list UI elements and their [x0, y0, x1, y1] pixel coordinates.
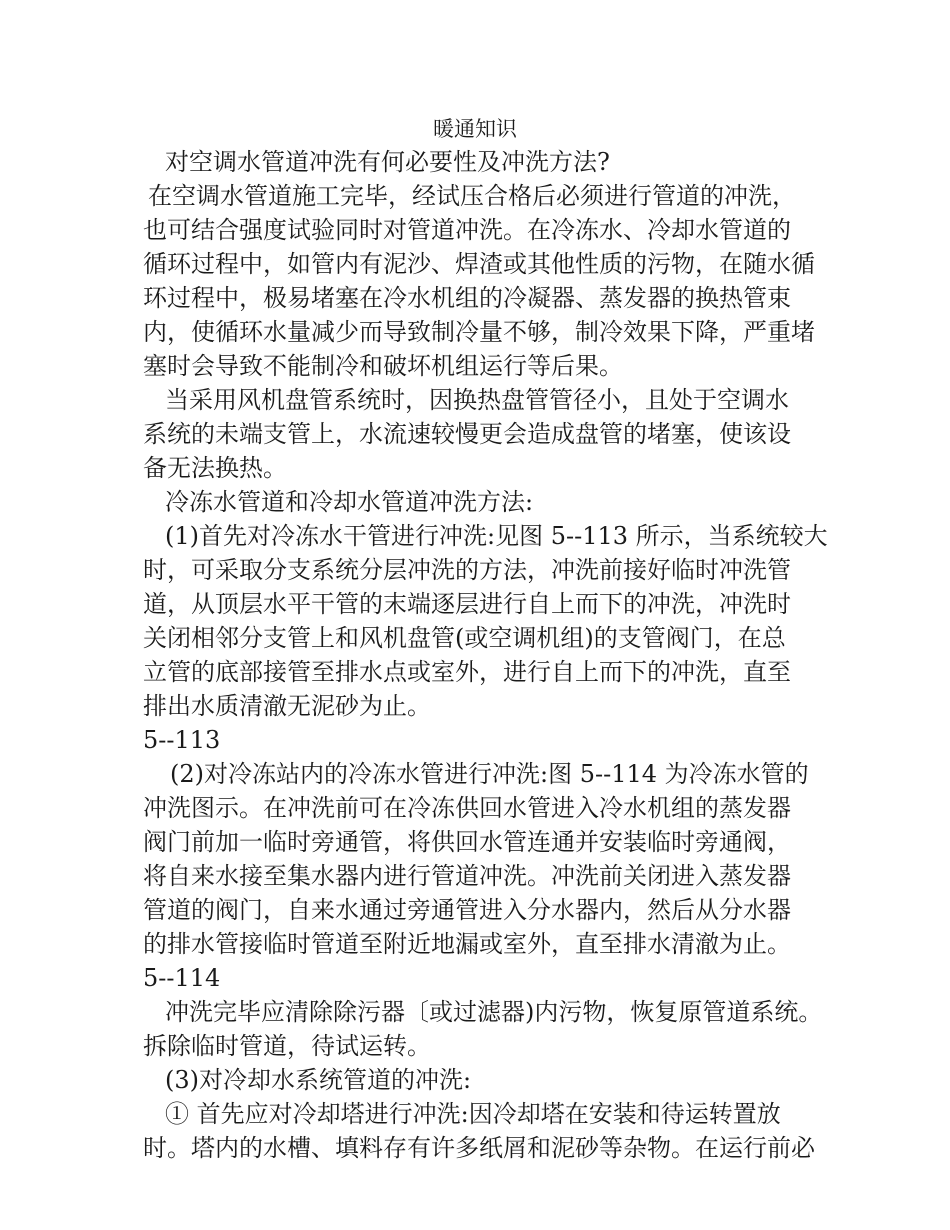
- figure-label: 5--114: [143, 964, 221, 992]
- paragraph-line: 管道的阀门，自来水通过旁通管进入分水器内，然后从分水器: [143, 896, 791, 924]
- paragraph-line: ① 首先应对冷却塔进行冲洗:因冷却塔在安装和待运转置放: [165, 1100, 781, 1128]
- paragraph-line: 在空调水管道施工完毕，经试压合格后必须进行管道的冲洗，: [148, 182, 796, 210]
- paragraph-line: 道，从顶层水平干管的末端逐层进行自上而下的冲洗，冲洗时: [143, 590, 791, 618]
- paragraph-line: 当采用风机盘管系统时，因换热盘管管径小，且处于空调水: [165, 386, 789, 414]
- paragraph-line: 冲洗完毕应清除除污器〔或过滤器)内污物，恢复原管道系统。: [165, 998, 823, 1026]
- paragraph-line: 拆除临时管道，待试运转。: [143, 1032, 431, 1060]
- section-heading: 冷冻水管道和冷却水管道冲洗方法:: [165, 488, 534, 516]
- paragraph-line: 时，可采取分支系统分层冲洗的方法，冲洗前接好临时冲洗管: [143, 556, 791, 584]
- paragraph-line: 立管的底部接管至排水点或室外，进行自上而下的冲洗，直至: [143, 658, 791, 686]
- paragraph-line: (1)首先对冷冻水干管进行冲洗:见图 5--113 所示，当系统较大: [165, 522, 828, 550]
- paragraph-line: 环过程中，极易堵塞在冷水机组的冷凝器、蒸发器的换热管束: [143, 284, 791, 312]
- paragraph-line: 循环过程中，如管内有泥沙、焊渣或其他性质的污物，在随水循: [143, 250, 815, 278]
- paragraph-line: 将自来水接至集水器内进行管道冲洗。冲洗前关闭进入蒸发器: [143, 862, 791, 890]
- paragraph-line: 关闭相邻分支管上和风机盘管(或空调机组)的支管阀门，在总: [143, 624, 786, 652]
- paragraph-line: 系统的未端支管上，水流速较慢更会造成盘管的堵塞，使该设: [143, 420, 791, 448]
- paragraph-line: 也可结合强度试验同时对管道冲洗。在冷冻水、冷却水管道的: [143, 216, 791, 244]
- subsection-heading: (3)对冷却水系统管道的冲洗:: [165, 1066, 472, 1094]
- paragraph-line: 备无法换热。: [143, 454, 287, 482]
- paragraph-line: 冲洗图示。在冲洗前可在冷冻供回水管进入冷水机组的蒸发器: [143, 794, 791, 822]
- paragraph-line: 内，使循环水量减少而导致制冷量不够，制冷效果下降，严重堵: [143, 318, 815, 346]
- question-heading: 对空调水管道冲洗有何必要性及冲洗方法?: [165, 148, 610, 176]
- paragraph-line: 时。塔内的水槽、填料存有许多纸屑和泥砂等杂物。在运行前必: [143, 1134, 815, 1162]
- document-title: 暖通知识: [433, 117, 517, 141]
- paragraph-line: 塞时会导致不能制冷和破坏机组运行等后果。: [143, 352, 623, 380]
- paragraph-line: (2)对冷冻站内的冷冻水管进行冲洗:图 5--114 为冷冻水管的: [170, 760, 809, 788]
- paragraph-line: 阀门前加一临时旁通管，将供回水管连通并安装临时旁通阀，: [143, 828, 791, 856]
- paragraph-line: 排出水质清澈无泥砂为止。: [143, 692, 431, 720]
- figure-label: 5--113: [143, 726, 221, 754]
- paragraph-line: 的排水管接临时管道至附近地漏或室外，直至排水清澈为止。: [143, 930, 791, 958]
